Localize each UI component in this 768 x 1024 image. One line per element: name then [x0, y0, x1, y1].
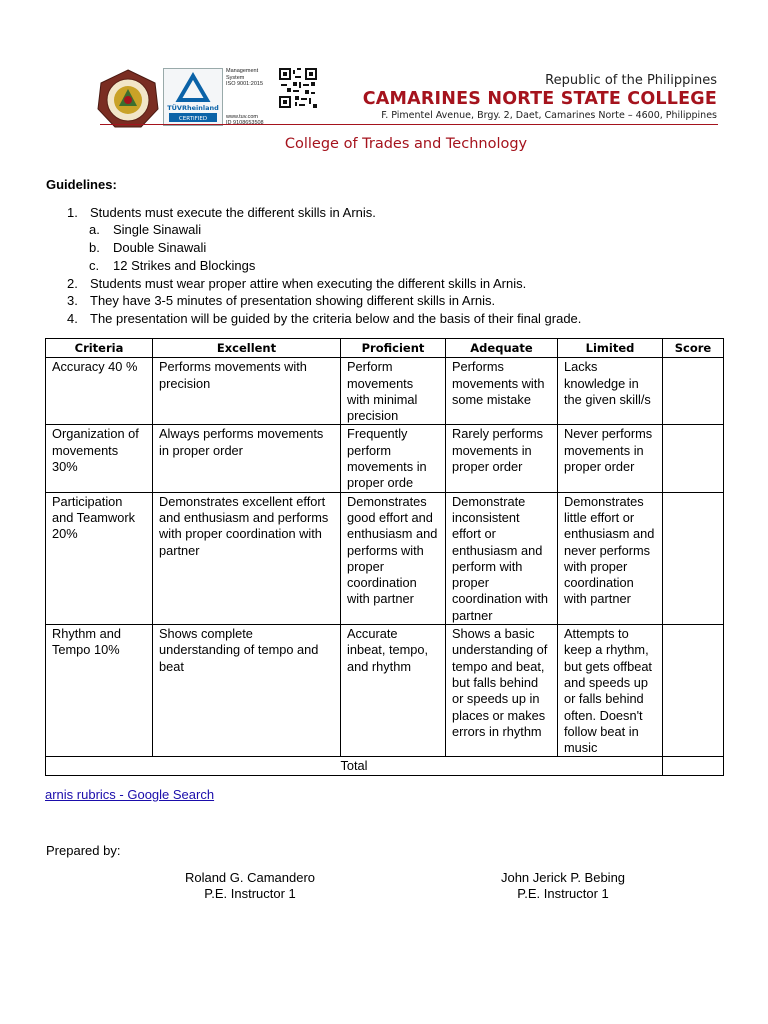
item-text: They have 3-5 minutes of presentation showing different skills in Arnis. — [90, 293, 496, 308]
signatory-title: P.E. Instructor 1 — [204, 886, 296, 901]
table-cell: Perform movements with minimal precision — [341, 358, 446, 425]
guideline-item — [67, 204, 376, 221]
table-cell: Rarely performs movements in proper order — [446, 425, 558, 492]
signatory-block — [463, 870, 663, 902]
guidelines-heading: Guidelines: — [46, 177, 117, 192]
tuv-brand-text: TÜVRheinland — [167, 104, 219, 112]
table-cell: Attempts to keep a rhythm, but gets offbeat and speeds up or falls behind often. Doesn't follow beat in music — [558, 625, 663, 757]
item-number: 4. — [67, 311, 78, 326]
college-address: F. Pimentel Avenue, Brgy. 2, Daet, Camarines Norte – 4600, Philippines — [381, 110, 717, 121]
table-cell: Participation and Teamwork 20% — [46, 492, 153, 624]
table-cell: Accuracy 40 % — [46, 358, 153, 425]
col-header-excellent: Excellent — [153, 339, 341, 358]
item-number: b. — [89, 240, 100, 255]
item-text: Double Sinawali — [113, 240, 207, 255]
header-divider — [100, 124, 718, 125]
score-cell — [663, 425, 724, 492]
table-cell: Accurate inbeat, tempo, and rhythm — [341, 625, 446, 757]
col-header-score: Score — [663, 339, 724, 358]
republic-heading: Republic of the Philippines — [545, 73, 717, 88]
item-text: Single Sinawali — [113, 222, 202, 237]
total-score-cell — [663, 757, 724, 775]
tuv-triangle-icon — [164, 69, 222, 125]
guideline-subitem — [89, 257, 256, 274]
table-cell: Always performs movements in proper order — [153, 425, 341, 492]
table-cell: Shows complete understanding of tempo and beat — [153, 625, 341, 757]
item-text: Students must wear proper attire when executing the different skills in Arnis. — [90, 276, 527, 291]
table-cell: Performs movements with precision — [153, 358, 341, 425]
item-number: a. — [89, 222, 100, 237]
item-text: Students must execute the different skills in Arnis. — [90, 205, 376, 220]
col-header-limited: Limited — [558, 339, 663, 358]
table-row — [46, 425, 724, 492]
cert-url: www.tuv.com — [226, 113, 258, 120]
table-header-row — [46, 339, 724, 358]
signatory-block — [150, 870, 350, 902]
tuv-certified-text: CERTIFIED — [178, 116, 208, 122]
item-number: 1. — [67, 205, 78, 220]
college-name: CAMARINES NORTE STATE COLLEGE — [362, 89, 717, 109]
table-row — [46, 625, 724, 757]
guideline-item — [67, 292, 496, 309]
total-label: Total — [46, 757, 663, 775]
item-number: 2. — [67, 276, 78, 291]
table-cell: Demonstrates good effort and enthusiasm and performs with proper coordination with partner — [341, 492, 446, 624]
table-cell: Demonstrates excellent effort and enthusiasm and performs with proper coordination with partner — [153, 492, 341, 624]
table-cell: Demonstrates little effort or enthusiasm and never performs with proper coordination with partner — [558, 492, 663, 624]
cert-id: ID 9108653508 — [226, 120, 264, 126]
department-title: College of Trades and Technology — [284, 136, 528, 152]
item-number: 3. — [67, 293, 78, 308]
table-cell: Frequently perform movements in proper orde — [341, 425, 446, 492]
tuv-info — [226, 68, 278, 127]
table-cell: Demonstrate inconsistent effort or enthusiasm and perform with proper coordination with partner — [446, 492, 558, 624]
cert-line: Management — [226, 68, 259, 74]
table-cell: Lacks knowledge in the given skill/s — [558, 358, 663, 425]
item-text: The presentation will be guided by the criteria below and the basis of their final grade. — [90, 311, 582, 326]
source-link[interactable]: arnis rubrics - Google Search — [45, 787, 215, 802]
cert-line: System — [226, 74, 245, 81]
guideline-subitem — [89, 221, 202, 238]
table-cell: Performs movements with some mistake — [446, 358, 558, 425]
prepared-by-label: Prepared by: — [46, 843, 121, 858]
qr-code-icon — [279, 68, 317, 108]
total-row — [46, 757, 724, 775]
signatory-name: Roland G. Camandero — [184, 870, 316, 885]
score-cell — [663, 358, 724, 425]
cert-line: ISO 9001:2015 — [226, 81, 264, 87]
signatory-name: John Jerick P. Bebing — [500, 870, 626, 885]
item-number: c. — [89, 258, 100, 273]
college-seal-logo — [97, 69, 159, 129]
rubric-table — [45, 338, 724, 776]
col-header-proficient: Proficient — [341, 339, 446, 358]
table-cell: Never performs movements in proper order — [558, 425, 663, 492]
guideline-subitem — [89, 239, 207, 256]
score-cell — [663, 492, 724, 624]
table-row — [46, 492, 724, 624]
guideline-item — [67, 310, 582, 327]
guideline-item — [67, 275, 527, 292]
table-cell: Organization of movements 30% — [46, 425, 153, 492]
table-cell: Shows a basic understanding of tempo and beat, but falls behind or speeds up in places or makes errors in rhythm — [446, 625, 558, 757]
signatory-title: P.E. Instructor 1 — [517, 886, 609, 901]
item-text: 12 Strikes and Blockings — [113, 258, 256, 273]
score-cell — [663, 625, 724, 757]
tuv-certification-badge — [163, 68, 223, 126]
col-header-criteria: Criteria — [46, 339, 153, 358]
table-row — [46, 358, 724, 425]
col-header-adequate: Adequate — [446, 339, 558, 358]
table-cell: Rhythm and Tempo 10% — [46, 625, 153, 757]
